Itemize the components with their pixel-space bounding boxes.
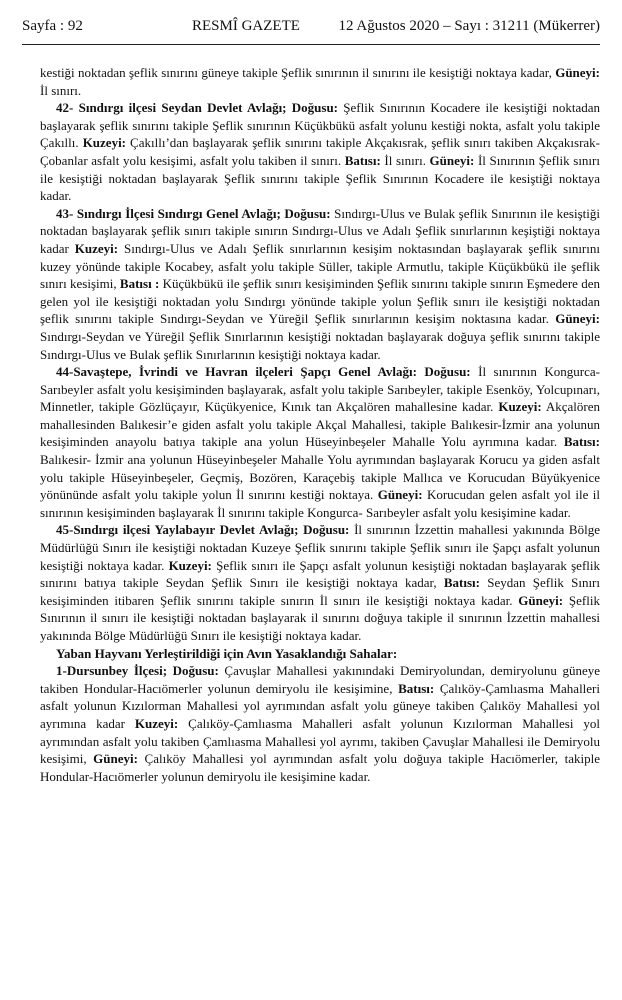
paragraph (40, 645, 600, 663)
text-segment: Şeflik Sınırının Kocadere ile kesiştiği noktadan başlayarak şeflik sınırını takiple Şeflik sınırının Küçükbükü asfalt yolunu kestiği nokta, asfalt yolu takiple Çakıllı. (40, 100, 601, 151)
bold-label: 44-Savaştepe, İvrindi ve Havran ilçeleri Şapçı Genel Avlağı: Doğusu: (56, 364, 471, 380)
text-segment: Çakıllı’dan başlayarak şeflik sınırını takiple Akçakısrak, şeflik sınırı takiben Akçakısrak-Çobanlar asfalt yolu kesişimi, asfalt yolu takiben il sınırı. (40, 135, 600, 168)
bold-label: Güneyi: (555, 65, 600, 80)
bold-label: Batısı: (443, 575, 480, 591)
bold-label: Güneyi: (555, 311, 600, 327)
bold-label: 1-Dursunbey İlçesi; Doğusu: (56, 663, 219, 679)
header-divider (22, 44, 600, 45)
text-segment: Sındırgı-Ulus ve Bulak şeflik Sınırının ile kesiştiği noktadan başlayarak şeflik sınırı takiple sınırın Sındırgı-Ulus ve Adalı Şeflik sınırlarının keşiştiği noktaya kadar (40, 205, 600, 256)
text-segment: Korucudan gelen asfalt yol ile il sınırının kesişiminden başlayarak İl sınırını takiple Kongurca- Sarıbeyler asfalt yolu kesişimine kadar. (40, 487, 600, 520)
bold-label: Kuzeyi: (498, 399, 542, 415)
paragraph (40, 205, 600, 363)
text-segment: İl sınırı. (40, 82, 82, 98)
text-segment: İl sınırının Kongurca-Sarıbeyler asfalt yolu kesişiminden başlayarak, asfalt yolu takiple Sarıbeyler, takiple Esenköy, Yolcupınarı, Minnetler, takiple Gözlüçayır, Küçükyenice, Kınık tan Akçalören mahallesine kadar. (40, 364, 600, 415)
bold-label: Batısı: (398, 680, 435, 696)
bold-label: Kuzeyi: (168, 557, 212, 573)
text-segment: kestiği noktadan şeflik sınırını güneye takiple Şeflik sınırının il sınırını ile kesiştiği noktaya kadar, (40, 65, 556, 80)
bold-label: Kuzeyi: (82, 135, 127, 151)
paragraph (40, 662, 600, 785)
bold-label: Batısı: (563, 434, 600, 450)
text-segment: Çalıköy-Çamlıasma Mahalleri asfalt yolunun Kızılorman Mahallesi yol ayrımından asfalt yolu güneye takiben Çalıköy Mahallesi yol ayrımına kadar (40, 680, 600, 731)
text-segment: Sındırgı-Seydan ve Yüreğil Şeflik Sınırlarının kesiştiği noktadan başlayarak doğuya şeflik sınırını takiple Sındırgı-Ulus ve Bulak şeflik Sınırlarının kesiştiği noktaya kadar. (40, 328, 600, 362)
page-number: Sayfa : 92 (22, 18, 83, 34)
bold-label: Güneyi: (429, 152, 475, 168)
bold-label: Batısı : (119, 276, 160, 292)
text-segment: Sındırgı-Ulus ve Adalı Şeflik sınırlarının kesişim noktasından başlayarak şeflik sınırını kuzey yönünde takiple Kocabey, asfalt yolu takiple Süller, takiple Armutlu, takiple Küçükbükü ile şeflik sınırı kesişimi, (40, 240, 600, 292)
text-segment: İl Sınırının Şeflik sınırı ile kesiştiği noktadan başlayarak Şeflik sınırını takiple Şeflik Sınırının Kocadere ile kesiştiği noktaya kadar. (40, 152, 600, 204)
bold-label: Kuzeyi: (134, 715, 179, 731)
paragraph (40, 99, 600, 205)
paragraph (40, 363, 600, 521)
paragraph (40, 521, 600, 644)
text-segment: Küçükbükü ile şeflik sınırı kesişiminden Şeflik sınırını takiple sınırın Eşmedere den gelen yol ile kesiştiği noktadan yolu Sındırgı yönünde takiple yolun Şeflik sınırı ile kesiştiği noktadan şeflik sınırını takiple Sındırgı-Seydan ve Yüreğil Şeflik sınırlarının kesişim noktasına kadar. (40, 276, 601, 327)
bold-label: Yaban Hayvanı Yerleştirildiği için Avın Yasaklandığı Sahalar: (56, 645, 398, 661)
bold-label: Güneyi: (518, 592, 564, 608)
bold-label: Güneyi: (377, 487, 423, 503)
bold-label: 45-Sındırgı ilçesi Yaylabayır Devlet Avlağı; Doğusu: (56, 522, 350, 538)
bold-label: Güneyi: (93, 751, 138, 767)
text-segment: Balıkesir- İzmir ana yolunun Hüseyinbeşeler Mahalle Yolu ayrımından başlayarak Korucu ya giden asfalt yolu takiple Hüseyinbeşeler, Geçmiş, Bozören, Karaçebiş takiple Mallıca ve Korucudan Büyükyenice yönününde asfalt yolu takiple yolun İl sınırını kestiği noktaya. (40, 452, 600, 503)
issue-date: 12 Ağustos 2020 – Sayı : 31211 (Mükerrer) (338, 18, 600, 34)
bold-label: Batısı: (344, 152, 381, 168)
text-segment: Şeflik Sınırının il sınırı ile kesiştiği noktadan başlayarak il sınırını doğuya takiple il sınırının İzzettin mahallesi yakınında Bölge Müdürlüğü Sınırı ile kesiştiği noktaya kadar. (40, 592, 600, 643)
document-body (40, 64, 600, 785)
bold-label: 42- Sındırgı ilçesi Seydan Devlet Avlağı; Doğusu: (56, 100, 339, 116)
bold-label: Kuzeyi: (74, 240, 119, 256)
text-segment: Akçalören mahallesinden Balıkesir’e giden asfalt yolu takiple Akçal Mahallesi, takiple Balıkesir-İzmir ana yolunun kesişiminden anayolu batıya takiple ana yolun Hüseyinbeşeler Mahalle Yolu ayrımına kadar. (40, 399, 600, 450)
text-segment: Şeflik sınırı ile Şapçı asfalt yolunun kesiştiği noktadan başlayarak şeflik sınırını batıya takiple Seydan Şeflik Sınırı ile kesiştiği noktaya kadar, (40, 557, 600, 591)
gazette-title: RESMÎ GAZETE (192, 18, 300, 34)
page-header (22, 18, 600, 42)
text-segment: Çavuşlar Mahallesi yakınındaki Demiryolundan, demiryolunu güneye takiben Hondular-Hacıömerler yolunun demiryolu ile kesişimine, (40, 663, 600, 696)
text-segment: Çalıköy Mahallesi yol ayrımından asfalt yolu doğuya takiple Hacıömerler, takiple Hondular-Hacıömerler yolunun demiryolu ile kesişimine kadar. (40, 751, 600, 784)
text-segment: İl sınırı. (380, 152, 430, 168)
paragraph (40, 64, 600, 99)
bold-label: 43- Sındırgı İlçesi Sındırgı Genel Avlağı; Doğusu: (56, 205, 331, 221)
text-segment: Çalıköy-Çamlıasma Mahalleri asfalt yolunun Kızılorman Mahallesi yol ayrımından asfalt yolu takiben Çamlıasma Mahallesi yol ayrımı, takiben Çavuşlar Mahallesi ile Demiryolu kesişimi, (40, 715, 600, 767)
text-segment: İl sınırının İzzettin mahallesi yakınında Bölge Müdürlüğü Sınırı ile kesiştiği noktadan Kuzeye Şeflik sınırını takiple Şeflik sınırı ile Şapçı asfalt yolunun kesiştiği noktaya kadar. (40, 522, 600, 573)
text-segment: Seydan Şeflik Sınırı kesişiminden itibaren Şeflik sınırını takiple sınırın İl sınırı ile kesiştiği noktaya kadar. (40, 575, 600, 608)
